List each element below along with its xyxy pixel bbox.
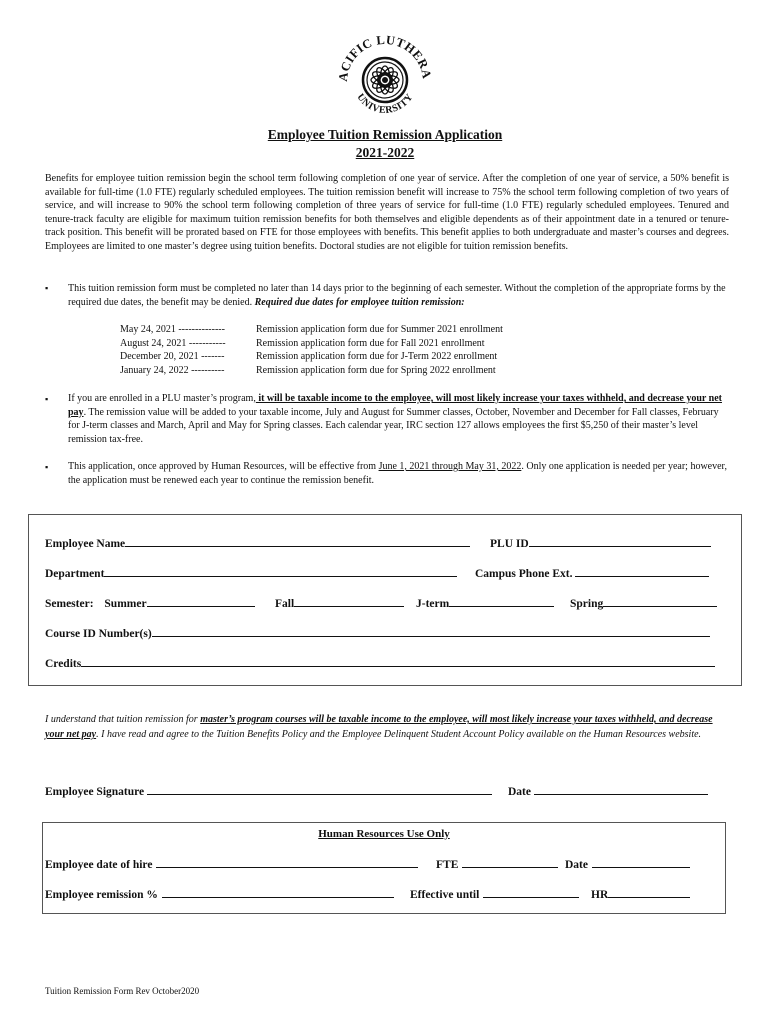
hr-date-field[interactable] <box>592 856 690 868</box>
due-dates-heading: Required due dates for employee tuition remission: <box>254 296 465 308</box>
svg-text:PACIFIC LUTHERAN: ACIFIC LUTHERA <box>335 32 435 83</box>
fte-row: FTE <box>436 856 558 871</box>
taxable-income-notice: If you are enrolled in a PLU master’s program, it will be taxable income to the employee, will most likely increase your taxes withheld, and decrease your net pay. The remission value will be added to your taxable income, July and August for Summer classes, October, November and December for Fall classes, February for J-term classes and March, April and May for Spring classes. Each calendar year, IRC section 127 allows employees the first $5,250 of their master’s level remission tax-free. <box>68 393 722 445</box>
jterm-field[interactable] <box>449 595 554 607</box>
bullet-marker: ▪ <box>45 394 49 404</box>
remission-pct-field[interactable] <box>162 886 394 898</box>
date-of-hire-row: Employee date of hire <box>45 856 418 871</box>
employee-signature-field[interactable] <box>147 783 492 795</box>
fall-row: Fall <box>275 595 404 610</box>
fte-field[interactable] <box>462 856 558 868</box>
course-id-field[interactable] <box>152 625 710 637</box>
footer-revision: Tuition Remission Form Rev October2020 <box>45 986 200 996</box>
due-dates-notice-text: This tuition remission form must be completed no later than 14 days prior to the beginning of each semester. Without the completion of the appropriate forms by the required due dates, the benefit may be denied. <box>68 283 726 308</box>
due-dates-list <box>120 323 503 377</box>
bullet-marker: ▪ <box>45 462 49 472</box>
campus-phone-field[interactable] <box>575 565 709 577</box>
date-of-hire-field[interactable] <box>156 856 418 868</box>
acknowledgement-text: I understand that tuition remission for master’s program courses will be taxable income to the employee, will most likely increase your taxes withheld, and decrease your net pay. I have read and agree to the Tuition Benefits Policy and the Employee Delinquent Student Account Policy available on the Human Resources website. <box>45 714 713 740</box>
department-field[interactable] <box>104 565 457 577</box>
spring-row: Spring <box>570 595 717 610</box>
summer-field[interactable] <box>147 595 255 607</box>
form-year: 2021-2022 <box>355 145 415 160</box>
taxable-income-warning: it will be taxable income to the employee, will most likely increase your taxes withheld, and decrease your net pay <box>68 393 722 418</box>
remission-pct-row: Employee remission % <box>45 886 394 901</box>
intro-paragraph: Benefits for employee tuition remission begin the school term following completion of one year of service. After the completion of one year of service, a 50% benefit is available for full-time (1.0 FTE) regularly scheduled employees. The tuition remission benefit will increase to 75% the school term following completion of two years of service, and will increase to 90% the school term following completion of three years of service for full-time (1.0 FTE) regularly scheduled employees. Tenured and tenure-track faculty are eligible for maximum tuition remission benefits for both themselves and eligible dependents as of their appointment date in a tenured or tenure-track position. This benefit will be prorated based on FTE for those employees with benefits. This benefit applies to both undergraduate and master’s courses and degrees. Employees are limited to one master’s degree using tuition benefits. Doctoral studies are not eligible for tuition remission benefits. <box>45 173 729 252</box>
effective-period: June 1, 2021 through May 31, 2022 <box>378 461 522 472</box>
bullet-marker: ▪ <box>45 283 49 293</box>
signature-date-row: Date <box>508 783 708 798</box>
semester-row: Semester: Summer <box>45 595 255 610</box>
hr-use-only-heading: Human Resources Use Only <box>318 828 450 840</box>
due-date-row: January 24, 2022 ---------- Remission application form due for Spring 2022 enrollment <box>120 364 496 376</box>
fall-field[interactable] <box>294 595 404 607</box>
signature-date-field[interactable] <box>534 783 708 795</box>
campus-phone-row: Campus Phone Ext. <box>475 565 709 580</box>
hr-initials-field[interactable] <box>608 886 690 898</box>
employee-signature-row: Employee Signature <box>45 783 492 798</box>
credits-row: Credits <box>45 655 715 670</box>
svg-text:UNIVERSITY: UNIVERSITY <box>354 91 416 117</box>
form-title: Employee Tuition Remission Application <box>267 127 503 142</box>
plu-id-field[interactable] <box>529 535 711 547</box>
due-dates-notice <box>68 282 728 309</box>
hr-date-row: Date <box>565 856 690 871</box>
plu-id-row: PLU ID <box>490 535 711 550</box>
pacific-lutheran-university-logo <box>333 26 437 130</box>
credits-field[interactable] <box>81 655 715 667</box>
due-date-row: May 24, 2021 -------------- Remission application form due for Summer 2021 enrollment <box>120 324 503 335</box>
due-date-row: December 20, 2021 ------- Remission application form due for J-Term 2022 enrollment <box>120 351 498 363</box>
effective-period-notice: This application, once approved by Human Resources, will be effective from June 1, 2021 through May 31, 2022. Only one application is needed per year; however, the application must be renewed each year to continue the remission benefit. <box>68 461 727 486</box>
due-date-row: August 24, 2021 ----------- Remission application form due for Fall 2021 enrollment <box>120 337 485 349</box>
effective-until-row: Effective until <box>410 886 579 901</box>
acknowledgement-warning: master’s program courses will be taxable income to the employee, will most likely increase your taxes withheld, and decrease your net pay <box>45 714 713 740</box>
course-id-row: Course ID Number(s) <box>45 625 710 640</box>
jterm-row: J-term <box>416 595 554 610</box>
employee-name-row: Employee Name <box>45 535 470 550</box>
effective-until-field[interactable] <box>483 886 579 898</box>
department-row: Department <box>45 565 457 580</box>
employee-name-field[interactable] <box>125 535 470 547</box>
hr-initials-row: HR <box>591 886 690 901</box>
spring-field[interactable] <box>603 595 717 607</box>
